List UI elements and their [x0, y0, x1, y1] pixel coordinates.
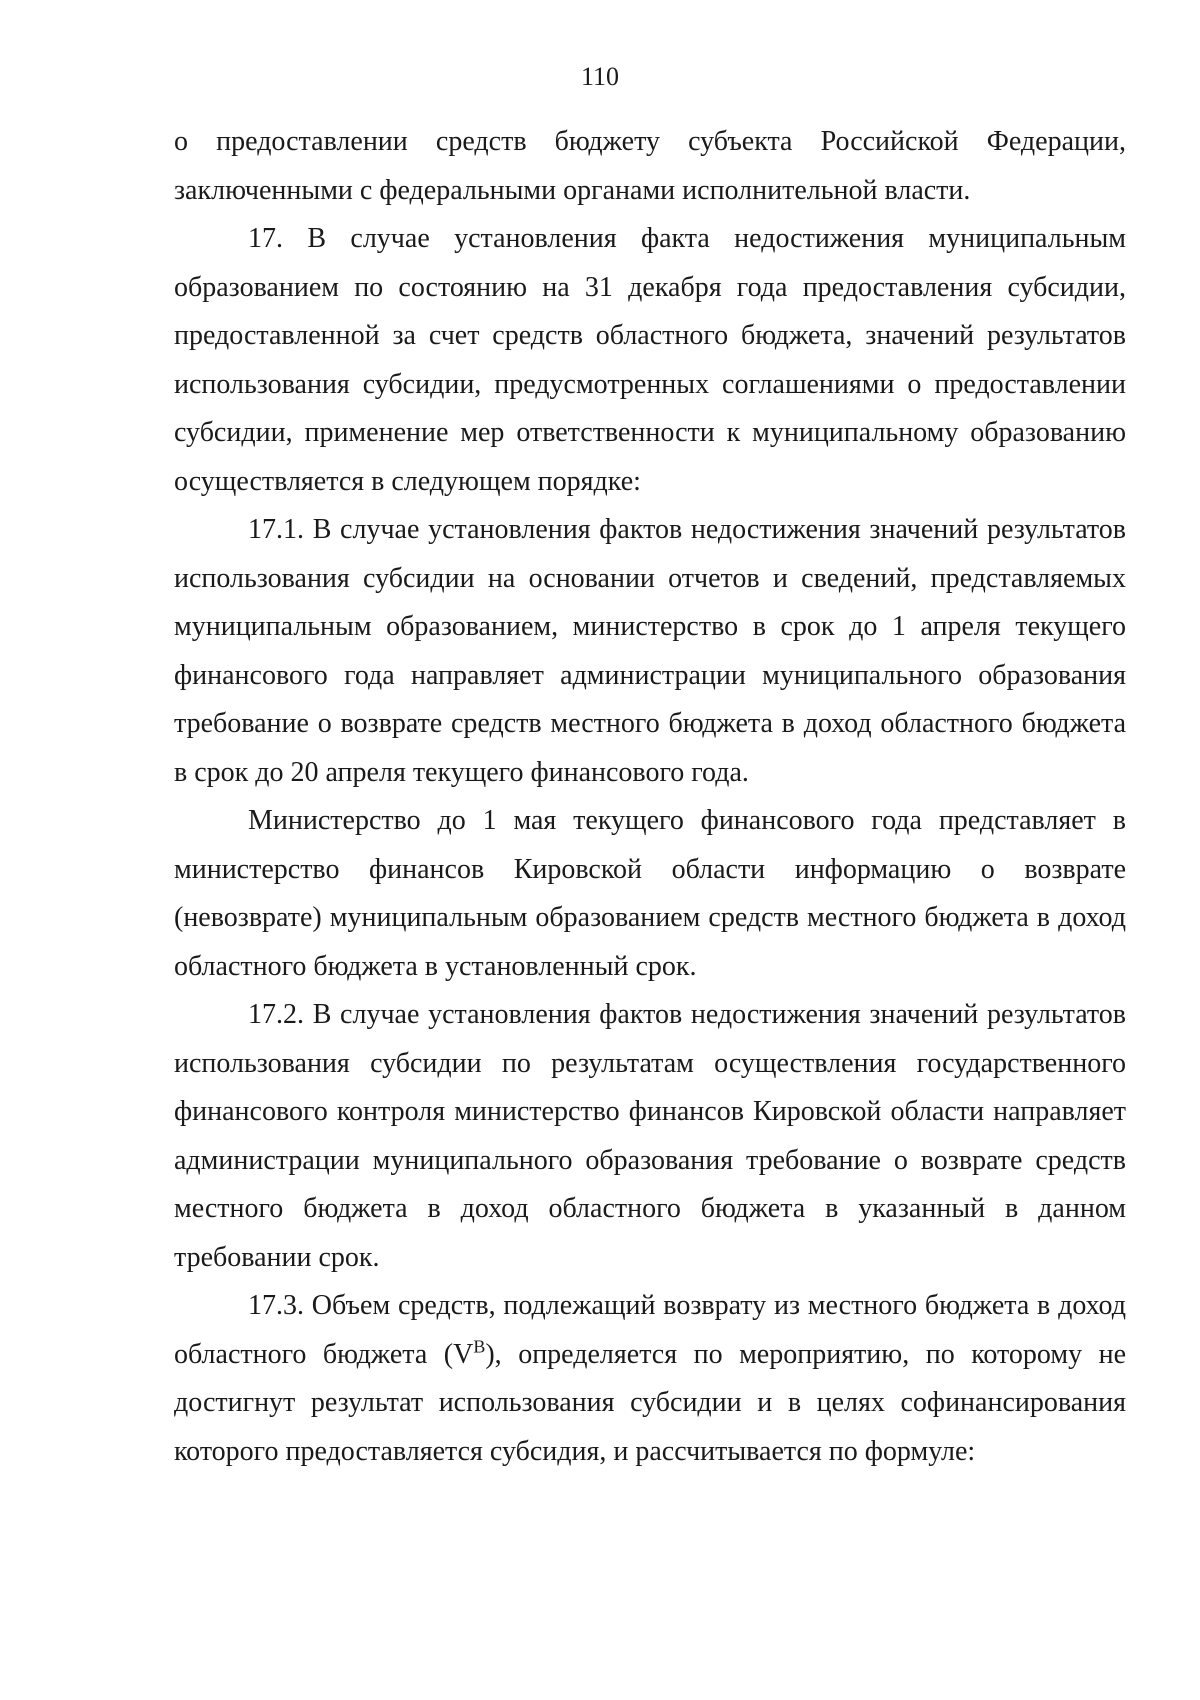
paragraph-ministry-report: Министерство до 1 мая текущего финансового года представляет в министерство финансов Кировской области информацию о возврате (невозврате) муниципальным образованием средств местного бюджета в доход областного бюджета в установленный срок. — [174, 805, 1126, 982]
paragraph-17-3-text-before: 17.3. Объем средств, подлежащий возврату из местного бюджета в доход областного бюджета (V — [174, 1290, 1126, 1370]
paragraph-17-3-text-after: ), определяется по мероприятию, по которому не достигнут результат использования субсидии и в целях софинансирования которого предоставляется субсидия, и рассчитывается по формуле: — [174, 1338, 1126, 1467]
superscript-v: В — [473, 1336, 486, 1357]
paragraph-17-3 — [174, 1282, 1126, 1476]
paragraph-17: 17. В случае установления факта недостижения муниципальным образованием по состоянию на 31 декабря года предоставления субсидии, предоставленной за счет средств областного бюджета, значений результатов использования субсидии, предусмотренных соглашениями о предоставлении субсидии, применение мер ответственности к муниципальному образованию осуществляется в следующем порядке: — [174, 223, 1126, 497]
document-body — [174, 118, 1126, 1476]
paragraph-continuation: о предоставлении средств бюджету субъекта Российской Федерации, заключенными с федеральными органами исполнительной власти. — [174, 126, 1126, 206]
paragraph-17-2: 17.2. В случае установления фактов недостижения значений результатов использования субсидии по результатам осуществления государственного финансового контроля министерство финансов Кировской области направляет администрации муниципального образования требование о возврате средств местного бюджета в доход областного бюджета в указанный в данном требовании срок. — [174, 999, 1126, 1273]
paragraph-17-1: 17.1. В случае установления фактов недостижения значений результатов использования субсидии на основании отчетов и сведений, представляемых муниципальным образованием, министерство в срок до 1 апреля текущего финансового года направляет администрации муниципального образования требование о возврате средств местного бюджета в доход областного бюджета в срок до 20 апреля текущего финансового года. — [174, 514, 1126, 788]
page-number: 110 — [580, 62, 620, 91]
